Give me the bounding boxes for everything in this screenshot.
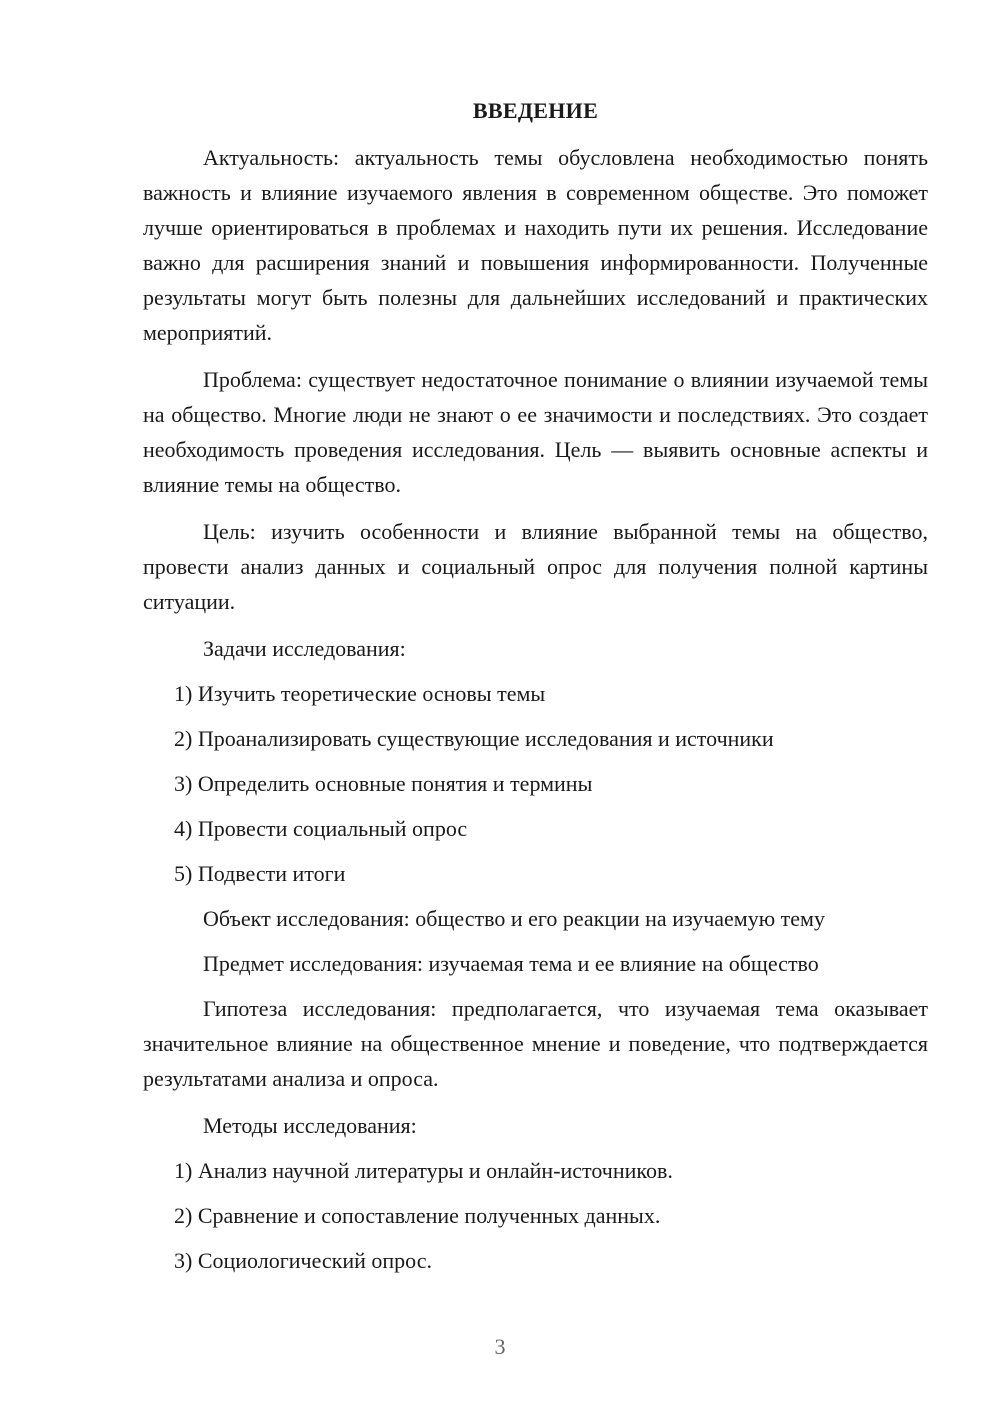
research-subject: Предмет исследования: изучаемая тема и ее влияние на общество [203, 951, 819, 976]
document-page [143, 96, 928, 1288]
method-item: 3) Социологический опрос. [174, 1248, 432, 1273]
tasks-heading: Задачи исследования: [203, 636, 406, 661]
page-title: ВВЕДЕНИЕ [472, 98, 599, 123]
method-item: 1) Анализ научной литературы и онлайн-источников. [174, 1158, 673, 1183]
task-item: 3) Определить основные понятия и термины [174, 771, 593, 796]
page-number: 3 [494, 1334, 506, 1359]
task-item: 5) Подвести итоги [174, 861, 346, 886]
research-object: Объект исследования: общество и его реакции на изучаемую тему [203, 906, 825, 931]
task-item: 1) Изучить теоретические основы темы [174, 681, 546, 706]
task-item: 2) Проанализировать существующие исследования и источники [174, 726, 774, 751]
hypothesis-paragraph: Гипотеза исследования: предполагается, что изучаемая тема оказывает значительное влияние на общественное мнение и поведение, что подтверждается результатами анализа и опроса. [143, 996, 928, 1091]
relevance-paragraph: Актуальность: актуальность темы обусловлена необходимостью понять важность и влияние изучаемого явления в современном обществе. Это поможет лучше ориентироваться в проблемах и находить пути их решения. Исследование важно для расширения знаний и повышения информированности. Полученные результаты могут быть полезны для дальнейших исследований и практических мероприятий. [143, 145, 928, 345]
goal-paragraph: Цель: изучить особенности и влияние выбранной темы на общество, провести анализ данных и социальный опрос для получения полной картины ситуации. [143, 519, 928, 614]
methods-heading: Методы исследования: [203, 1113, 417, 1138]
problem-paragraph: Проблема: существует недостаточное понимание о влиянии изучаемой темы на общество. Многие люди не знают о ее значимости и последствиях. Это создает необходимость проведения исследования. Цель — выявить основные аспекты и влияние темы на общество. [143, 367, 928, 497]
task-item: 4) Провести социальный опрос [174, 816, 468, 841]
method-item: 2) Сравнение и сопоставление полученных данных. [174, 1203, 661, 1228]
